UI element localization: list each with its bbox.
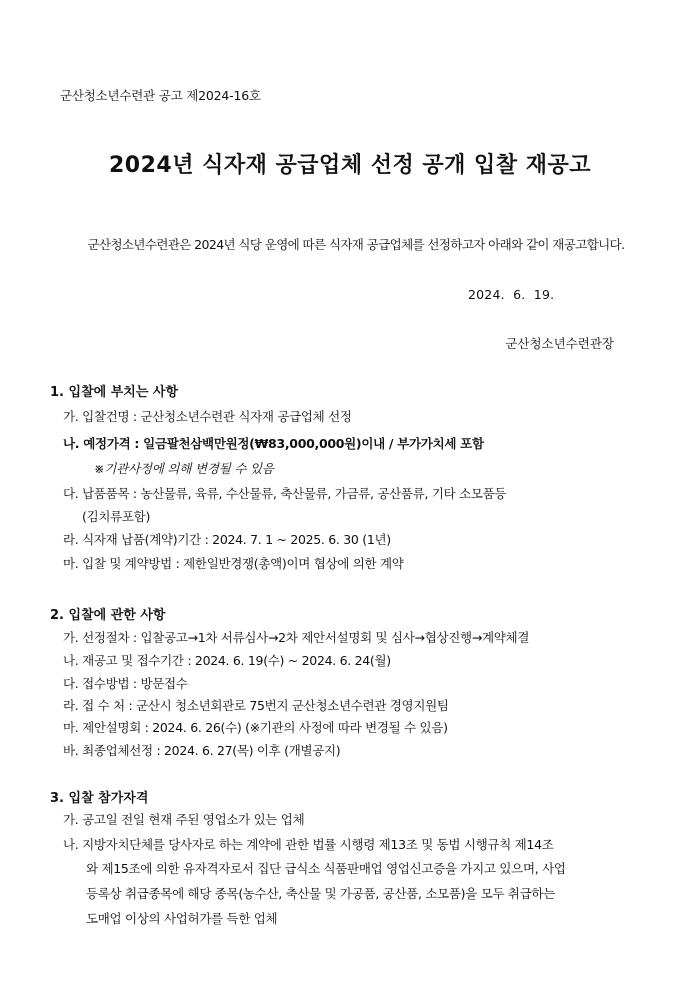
section-1-title: 1. 입찰에 부치는 사항: [50, 385, 179, 400]
section-1-item-d: 라. 식자재 납품(계약)기간 : 2024. 7. 1 ~ 2025. 6. 30 (1년): [63, 532, 391, 547]
section-1-item-a: 가. 입찰건명 : 군산청소년수련관 식자재 공급업체 선정: [63, 409, 352, 424]
section-2-item-c: 다. 접수방법 : 방문접수: [63, 676, 188, 691]
section-3-item-b: 나. 지방자치단체를 당사자로 하는 계약에 관한 법률 시행령 제13조 및 동법 시행규칙 제14조: [63, 837, 554, 852]
section-1-item-e: 마. 입찰 및 계약방법 : 제한일반경쟁(총액)이며 협상에 의한 계약: [63, 556, 404, 571]
intro-paragraph: 군산청소년수련관은 2024년 식당 운영에 따른 식자재 공급업체를 선정하고자 아래와 같이 재공고합니다.: [87, 237, 625, 252]
section-1-item-c: 다. 납품품목 : 농산물류, 육류, 수산물류, 축산물류, 가금류, 공산품류, 기타 소모품등: [63, 486, 507, 501]
section-2-item-d: 라. 접 수 처 : 군산시 청소년회관로 75번지 군산청소년수련관 경영지원팀: [63, 698, 449, 713]
section-3-item-b-cont-3: 도매업 이상의 사업허가를 득한 업체: [86, 911, 278, 926]
notice-number: 군산청소년수련관 공고 제2024-16호: [60, 88, 261, 103]
section-2-title: 2. 입찰에 관한 사항: [50, 608, 166, 623]
document-title: 2024년 식자재 공급업체 선정 공개 입찰 재공고: [109, 153, 591, 178]
section-2-item-a: 가. 선정절차 : 입찰공고→1차 서류심사→2차 제안서설명회 및 심사→협상진행→계약체결: [63, 630, 530, 645]
issuer-name: 군산청소년수련관장: [505, 336, 614, 351]
section-1-item-b: 나. 예정가격 : 일금팔천삼백만원정(₩83,000,000원)이내 / 부가가치세 포함: [63, 436, 484, 451]
section-3-item-b-cont-1: 와 제15조에 의한 유자격자로서 집단 급식소 식품판매업 영업신고증을 가지고 있으며, 사업: [86, 861, 566, 876]
section-2-item-e: 마. 제안설명회 : 2024. 6. 26(수) (※기관의 사정에 따라 변경될 수 있음): [63, 720, 448, 735]
notice-date: 2024. 6. 19.: [468, 287, 555, 302]
section-1-note: ※기관사정에 의해 변경될 수 있음: [94, 461, 274, 476]
section-3-item-a: 가. 공고일 전일 현재 주된 영업소가 있는 업체: [63, 812, 305, 827]
section-3-title: 3. 입찰 참가자격: [50, 791, 149, 806]
section-3-item-b-cont-2: 등록상 취급종목에 해당 종목(농수산, 축산물 및 가공품, 공산품, 소모품)을 모두 취급하는: [86, 886, 556, 901]
section-2-item-b: 나. 재공고 및 접수기간 : 2024. 6. 19(수) ~ 2024. 6. 24(월): [63, 653, 391, 668]
section-2-item-f: 바. 최종업체선정 : 2024. 6. 27(목) 이후 (개별공지): [63, 743, 341, 758]
section-1-item-c-cont: (김치류포함): [82, 509, 151, 524]
